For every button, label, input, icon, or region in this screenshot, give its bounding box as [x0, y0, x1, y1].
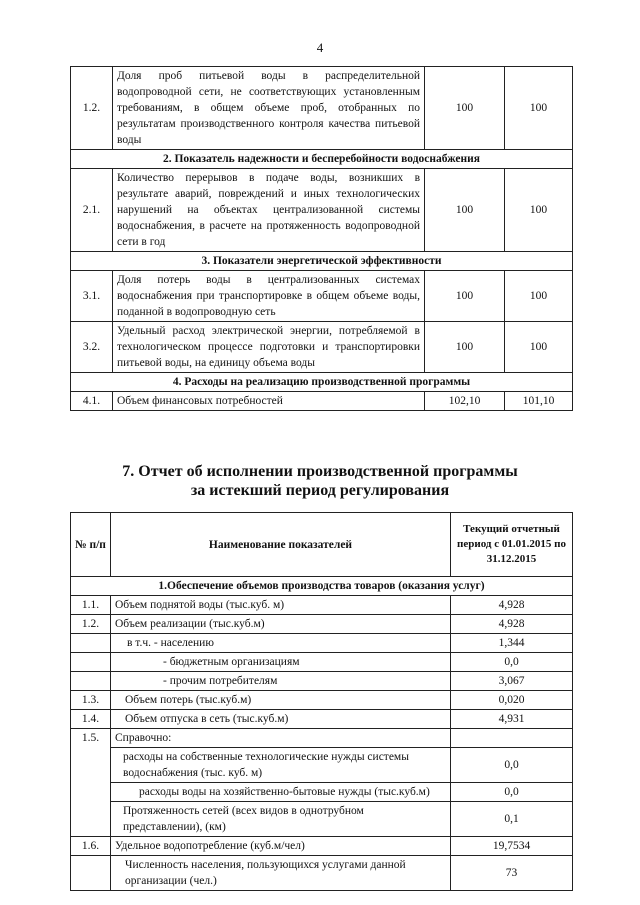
section-title-line1: 7. Отчет об исполнении производственной программы [122, 463, 518, 480]
indicator-value: 0,1 [451, 802, 573, 837]
section-title: 3. Показатели энергетической эффективности [71, 252, 573, 271]
indicator-name: Доля проб питьевой воды в распределительной водопроводной сети, не соответствующих установленным требованиям, в общем объеме проб, отобранных по результатам производственного контроля качества питьевой воды [113, 67, 425, 150]
header-name: Наименование показателей [111, 513, 451, 577]
indicator-value: 0,0 [451, 748, 573, 783]
page-number: 4 [316, 40, 324, 55]
row-number: 1.2. [71, 615, 111, 634]
table-row [71, 322, 573, 373]
value-planned: 102,10 [425, 392, 505, 411]
section-title [0, 462, 640, 500]
table-row [71, 710, 573, 729]
row-number: 3.2. [71, 322, 113, 373]
row-number [71, 856, 111, 891]
value-actual: 100 [505, 67, 573, 150]
indicator-name: Объем отпуска в сеть (тыс.куб.м) [111, 710, 451, 729]
value-planned: 100 [425, 169, 505, 252]
reference-item: расходы на собственные технологические нужды системы водоснабжения (тыс. куб. м) [111, 748, 451, 783]
table-row [71, 783, 573, 802]
row-number: 1.6. [71, 837, 111, 856]
table-row [71, 856, 573, 891]
table-row [71, 691, 573, 710]
table-row [71, 653, 573, 672]
indicator-value: 4,928 [451, 596, 573, 615]
indicator-value: 0,0 [451, 653, 573, 672]
table-row [71, 615, 573, 634]
indicator-name: Объем реализации (тыс.куб.м) [111, 615, 451, 634]
row-number [71, 653, 111, 672]
indicators-table [70, 66, 573, 411]
table-row [71, 596, 573, 615]
indicator-value: 0,0 [451, 783, 573, 802]
indicator-value: 3,067 [451, 672, 573, 691]
row-number: 2.1. [71, 169, 113, 252]
row-number [71, 634, 111, 653]
section-row [71, 150, 573, 169]
header-num: № п/п [71, 513, 111, 577]
report-header-row [71, 513, 573, 577]
row-number: 1.4. [71, 710, 111, 729]
value-planned: 100 [425, 67, 505, 150]
report-section-row [71, 577, 573, 596]
reference-label: Справочно: [111, 729, 451, 748]
indicator-value: 0,020 [451, 691, 573, 710]
row-number: 1.1. [71, 596, 111, 615]
indicator-value: 73 [451, 856, 573, 891]
row-number: 4.1. [71, 392, 113, 411]
table-row [71, 802, 573, 837]
value-planned: 100 [425, 322, 505, 373]
indicator-name: Доля потерь воды в централизованных системах водоснабжения при транспортировке в общем объеме воды, поданной в водопроводную сеть [113, 271, 425, 322]
value-actual: 100 [505, 322, 573, 373]
indicator-value: 4,928 [451, 615, 573, 634]
table-row [71, 67, 573, 150]
indicator-name: Количество перерывов в подаче воды, возникших в результате аварий, повреждений и иных технологических нарушений на объектах централизованной системы водоснабжения, в расчете на протяженность водопроводной сети в год [113, 169, 425, 252]
value-actual: 100 [505, 271, 573, 322]
value-actual: 101,10 [505, 392, 573, 411]
reference-item: расходы воды на хозяйственно-бытовые нужды (тыс.куб.м) [111, 783, 451, 802]
table-row [71, 392, 573, 411]
value-actual: 100 [505, 169, 573, 252]
value-planned: 100 [425, 271, 505, 322]
report-section-title: 1.Обеспечение объемов производства товаров (оказания услуг) [71, 577, 573, 596]
row-number: 1.3. [71, 691, 111, 710]
indicator-name: Объем потерь (тыс.куб.м) [111, 691, 451, 710]
section-row [71, 252, 573, 271]
indicator-name: Удельный расход электрической энергии, потребляемой в технологическом процессе подготовки и транспортировки питьевой воды, на единицу объема воды [113, 322, 425, 373]
section-title-line2: за истекший период регулирования [190, 482, 450, 499]
reference-blank [451, 729, 573, 748]
indicator-name: - прочим потребителям [111, 672, 451, 691]
indicator-value: 4,931 [451, 710, 573, 729]
section-row [71, 373, 573, 392]
indicator-value: 19,7534 [451, 837, 573, 856]
indicator-name: Объем поднятой воды (тыс.куб. м) [111, 596, 451, 615]
table-row [71, 672, 573, 691]
section-title: 4. Расходы на реализацию производственной программы [71, 373, 573, 392]
report-table [70, 512, 573, 891]
indicator-name: в т.ч. - населению [111, 634, 451, 653]
table-row [71, 634, 573, 653]
indicator-value: 1,344 [451, 634, 573, 653]
reference-item: Протяженность сетей (всех видов в однотрубном представлении), (км) [111, 802, 451, 837]
indicator-name: Численность населения, пользующихся услугами данной организации (чел.) [111, 856, 451, 891]
table-row [71, 748, 573, 783]
header-period: Текущий отчетный период с 01.01.2015 по 31.12.2015 [451, 513, 573, 577]
indicator-name: - бюджетным организациям [111, 653, 451, 672]
table-row [71, 729, 573, 748]
row-number: 3.1. [71, 271, 113, 322]
table-row [71, 271, 573, 322]
row-number: 1.2. [71, 67, 113, 150]
row-number [71, 672, 111, 691]
row-number: 1.5. [71, 729, 111, 837]
indicator-name: Объем финансовых потребностей [113, 392, 425, 411]
section-title: 2. Показатель надежности и бесперебойности водоснабжения [71, 150, 573, 169]
table-row [71, 837, 573, 856]
table-row [71, 169, 573, 252]
indicator-name: Удельное водопотребление (куб.м/чел) [111, 837, 451, 856]
